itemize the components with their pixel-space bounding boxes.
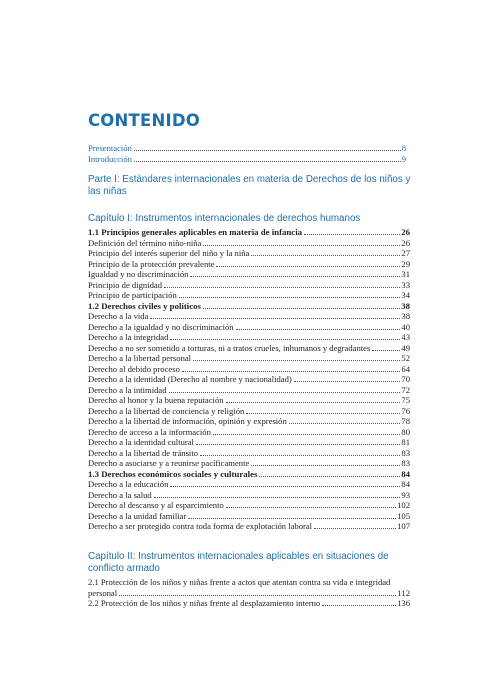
toc-entry-label: Derecho a la libertad de información, opinión y expresión [88,416,287,426]
chapter-heading: Capítulo I: Instrumentos internacionales de derechos humanos [88,213,361,224]
dot-leader [170,479,400,487]
toc-entry-label: Derecho al debido proceso [88,363,180,374]
toc-entry-page: 38 [401,311,410,321]
dot-leader [154,490,401,498]
toc-entry-page: 76 [401,405,410,416]
toc-entry-page: 84 [401,479,410,489]
dot-leader [196,437,400,445]
toc-entry-label: Derecho a la educación [88,479,169,489]
dot-leader [236,322,401,330]
dot-leader [251,248,400,256]
chapter-2-section [88,551,410,609]
toc-entry-label: Derecho a la vida [88,311,149,321]
toc-entry[interactable] [88,448,410,459]
chapter-1-entries [88,227,410,532]
dot-leader [226,500,396,508]
dot-leader [216,259,400,267]
toc-entry-label: Presentación [88,143,132,153]
toc-entry-label: Derecho a la libertad de conciencia y religión [88,405,245,416]
toc-entry-label: Introducción [88,153,132,164]
toc-entry-label: Derecho de acceso a la información [88,426,211,437]
dot-leader [203,301,400,309]
toc-entry-page: 64 [401,363,410,374]
toc-entry-page: 8 [401,143,406,153]
dot-leader [179,290,401,298]
toc-entry-label: Derecho a asociarse y a reunirse pacíficamente [88,458,250,468]
dot-leader [203,238,400,246]
toc-entry-label: 2.2 Protección de los niños y niñas frente al desplazamiento interno [88,598,321,608]
toc-entry-page: 52 [401,353,410,363]
toc-entry-page: 102 [397,500,410,510]
dot-leader [289,416,401,424]
toc-entry-label: Derecho a la intimidad [88,384,167,395]
toc-entry-page: 81 [401,437,410,447]
toc-entry[interactable] [88,311,410,322]
toc-entry-label: Derecho a la libertad de tránsito [88,447,198,458]
toc-entry-page: 49 [401,342,410,353]
dot-leader [294,374,401,382]
toc-entry[interactable] [88,238,410,249]
toc-entry-page: 29 [401,258,410,269]
toc-entry-label: Derecho a la salud [88,489,152,500]
toc-entry[interactable] [88,248,410,259]
toc-entry[interactable] [88,385,410,396]
front-matter-list [88,143,406,164]
toc-entry-page: 26 [401,227,410,237]
toc-entry-label: Definición del término niño-niña [88,237,202,248]
toc-entry-page: 105 [397,510,410,521]
toc-entry[interactable] [88,416,410,427]
dot-leader [259,469,400,477]
toc-entry[interactable] [88,322,410,333]
toc-entry-page: 9 [401,153,406,164]
toc-entry-2-1[interactable] [88,577,410,598]
toc-entry-label: Derecho al honor y la buena reputación [88,395,224,405]
dot-leader [164,280,400,288]
toc-entry-page: 70 [401,374,410,384]
toc-entry[interactable] [88,364,410,375]
toc-section-entry[interactable] [88,469,410,480]
toc-entry-page: 112 [397,587,410,598]
toc-entry[interactable] [88,269,410,280]
toc-entry[interactable] [88,395,410,406]
toc-entry-introduccion[interactable] [88,154,406,165]
part-heading: Parte I: Estándares internacionales en materia de Derechos de los niños y las niñas [88,174,411,197]
dot-leader [251,458,400,466]
toc-entry-page: 34 [401,290,410,300]
toc-entry-page: 27 [401,248,410,258]
toc-entry-page: 83 [401,458,410,468]
toc-entry-page: 72 [401,384,410,395]
toc-entry-label: 1.3 Derechos económicos sociales y culturales [88,468,258,479]
toc-entry-page: 40 [401,321,410,332]
toc-entry-page: 78 [401,416,410,426]
dot-leader [322,598,396,606]
toc-entry-label: Principio del interés superior del niño y la niña [88,248,250,258]
dot-leader [182,364,401,372]
contents-title: CONTENIDO [88,111,200,130]
dot-leader [213,427,401,435]
toc-entry-label: Derecho a la igualdad y no discriminación [88,321,234,332]
toc-entry[interactable] [88,500,410,511]
toc-entry-label: Derecho a ser protegido contra toda forma de explotación laboral [88,521,313,531]
toc-entry[interactable] [88,280,410,291]
toc-entry-label: Principio de participación [88,290,177,300]
toc-entry-page: 83 [401,447,410,458]
toc-entry-page: 38 [401,300,410,311]
dot-leader [200,448,400,456]
toc-entry[interactable] [88,374,410,385]
toc-entry-label: Principio de la protección prevalente [88,258,215,269]
toc-entry-page: 31 [401,269,410,279]
dot-leader [246,406,400,414]
dot-leader [226,395,401,403]
toc-entry-page: 84 [401,468,410,479]
dot-leader [372,343,400,351]
toc-entry-label: Derecho a la unidad familiar [88,510,187,521]
toc-entry-label: Principio de dignidad [88,279,162,290]
dot-leader [150,311,400,319]
toc-entry-label: 2.1 Protección de los niños y niñas frente a actos que atentan contra su vida e integridad [88,577,391,587]
chapter-1-section [88,213,410,532]
toc-entry-page: 136 [397,598,410,608]
toc-entry[interactable] [88,521,410,532]
dot-leader [304,227,400,235]
dot-leader [193,353,400,361]
toc-entry-label: 1.2 Derechos civiles y políticos [88,300,201,311]
toc-section-entry[interactable] [88,301,410,312]
toc-entry-label: Derecho a la identidad (Derecho al nombre y nacionalidad) [88,374,292,384]
toc-entry-page: 75 [401,395,410,405]
toc-entry[interactable] [88,437,410,448]
toc-entry-label: Derecho a la libertad personal [88,353,192,363]
toc-entry[interactable] [88,479,410,490]
toc-entry[interactable] [88,353,410,364]
toc-entry-page: 80 [401,426,410,437]
toc-entry-page: 26 [401,237,410,248]
toc-entry[interactable] [88,427,410,438]
toc-entry-label: Igualdad y no discriminación [88,269,189,279]
toc-entry[interactable] [88,259,410,270]
dot-leader [170,332,400,340]
toc-entry-2-2[interactable] [88,598,410,609]
chapter-heading: Capítulo II: Instrumentos internacionales aplicables en situaciones de conflicto armado [88,551,389,574]
toc-entry[interactable] [88,332,410,343]
dot-leader [314,521,396,529]
toc-entry-label-continued: personal [88,587,118,598]
toc-section-entry[interactable] [88,227,410,238]
dot-leader [190,269,400,277]
toc-entry-label: Derecho a la identidad cultural [88,437,194,447]
toc-entry-page: 107 [397,521,410,531]
toc-entry[interactable] [88,290,410,301]
toc-entry-page: 33 [401,279,410,290]
toc-entry[interactable] [88,343,410,354]
toc-entry[interactable] [88,511,410,522]
toc-entry-label: Derecho a la integridad [88,332,169,342]
toc-entry[interactable] [88,490,410,501]
toc-entry-page: 43 [401,332,410,342]
toc-entry[interactable] [88,458,410,469]
dot-leader [134,143,401,151]
toc-entry[interactable] [88,406,410,417]
toc-entry-label: 1.1 Principios generales aplicables en materia de infancia [88,227,303,237]
dot-leader [119,588,396,596]
toc-entry-presentacion[interactable] [88,143,406,154]
dot-leader [134,154,401,162]
toc-entry-label: Derecho al descanso y al esparcimiento [88,500,224,510]
dot-leader [169,385,401,393]
toc-entry-label: Derecho a no ser sometido a torturas, ni a tratos crueles, inhumanos y degradantes [88,342,371,353]
dot-leader [188,511,396,519]
toc-entry-page: 93 [401,489,410,500]
